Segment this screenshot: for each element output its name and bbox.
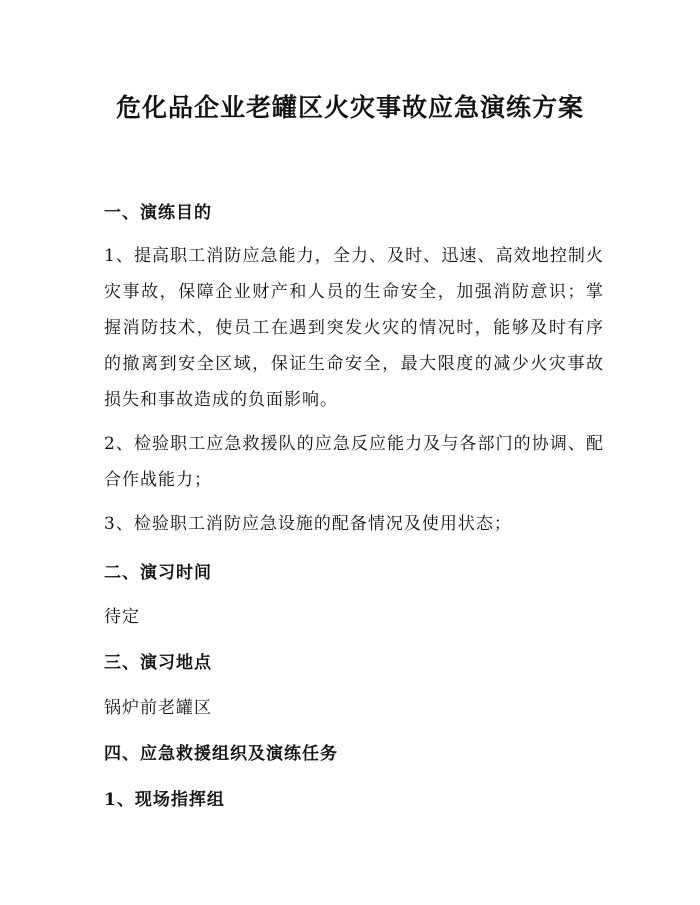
section-heading-organization: 四、应急救援组织及演练任务: [104, 744, 338, 764]
purpose-item-3: 3、检验职工消防应急设施的配备情况及使用状态；: [104, 514, 512, 534]
purpose-item-1: 1、提高职工消防应急能力，全力、及时、迅速、高效地控制火灾事故，保障企业财产和人员的生命安全，加强消防意识；掌握消防技术，使员工在遇到突发火灾的情况时，能够及时有序的撤离到安全区域，保证生命安全，最大限度的减少火灾事故损失和事故造成的负面影响。: [104, 246, 604, 410]
section-heading-purpose: 一、演练目的: [104, 203, 212, 223]
section-heading-time: 二、演习时间: [104, 563, 212, 583]
subheading-command-group: 1、现场指挥组: [104, 790, 225, 810]
section-heading-location: 三、演习地点: [104, 653, 212, 673]
location-content: 锅炉前老罐区: [104, 698, 212, 718]
time-content: 待定: [104, 607, 140, 627]
purpose-item-2: 2、检验职工应急救援队的应急反应能力及与各部门的协调、配合作战能力；: [104, 434, 604, 490]
document-title: 危化品企业老罐区火灾事故应急演练方案: [115, 93, 584, 122]
